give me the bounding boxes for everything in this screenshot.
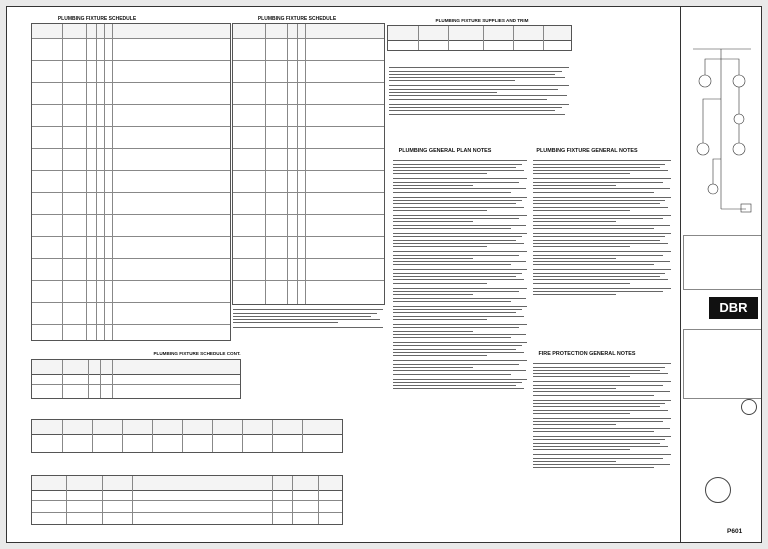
note-text-line: [389, 104, 569, 105]
note-text-line: [533, 449, 630, 450]
note-text-line: [233, 313, 377, 314]
note-text-line: [533, 461, 616, 462]
note-text-line: [533, 236, 665, 237]
note-text-line: [533, 458, 663, 459]
note-text-line: [393, 324, 527, 325]
note-text-line: [393, 173, 487, 174]
fixture-schedule-cont-title: PLUMBING FIXTURE SCHEDULE CONT.: [153, 351, 241, 356]
sheet-number: P601: [727, 528, 743, 535]
note-text-line: [533, 273, 665, 274]
note-text-line: [533, 291, 663, 292]
note-text-line: [533, 188, 670, 189]
note-text-line: [389, 110, 555, 111]
table-row: [32, 214, 230, 215]
table-row: [32, 258, 230, 259]
note-text-line: [533, 400, 671, 401]
note-text-line: [393, 379, 527, 380]
drawing-sheet: [6, 6, 762, 543]
fixture-schedule-table: [31, 23, 231, 341]
table-row: [233, 82, 384, 83]
note-text-line: [233, 316, 371, 317]
table-row: [32, 170, 230, 171]
note-text-line: [393, 301, 511, 302]
note-text-line: [533, 406, 660, 407]
note-text-line: [533, 467, 654, 468]
note-text-line: [393, 385, 516, 386]
note-text-line: [533, 294, 616, 295]
note-text-line: [533, 160, 671, 161]
note-text-line: [533, 385, 663, 386]
note-text-line: [533, 446, 668, 447]
note-text-line: [533, 413, 630, 414]
table-row: [233, 214, 384, 215]
schedule-notes: [233, 307, 383, 331]
note-text-line: [533, 164, 665, 165]
fixture-schedule-title: PLUMBING FIXTURE SCHEDULE: [57, 16, 137, 22]
note-text-line: [393, 276, 516, 277]
table-row: [32, 126, 230, 127]
note-text-line: [533, 228, 654, 229]
equipment-table-2: [31, 475, 343, 525]
note-text-line: [533, 454, 671, 455]
note-text-line: [533, 221, 616, 222]
note-text-line: [533, 269, 671, 270]
note-text-line: [393, 215, 527, 216]
note-text-line: [393, 360, 527, 361]
note-text-line: [533, 443, 660, 444]
note-text-line: [533, 233, 671, 234]
fire-notes-title: FIRE PROTECTION GENERAL NOTES: [538, 351, 636, 357]
table-row: [233, 236, 384, 237]
table-row: [32, 302, 230, 303]
note-text-line: [393, 170, 524, 171]
fixture-schedule-cont-table: [31, 359, 241, 399]
note-text-line: [533, 276, 660, 277]
note-text-line: [533, 178, 671, 179]
plan-notes: [393, 158, 527, 392]
supplies-table: [387, 25, 572, 51]
note-text-line: [393, 294, 473, 295]
note-text-line: [393, 203, 516, 204]
note-text-line: [533, 436, 671, 437]
table-row: [32, 38, 230, 39]
note-text-line: [393, 218, 519, 219]
note-text-line: [389, 80, 515, 81]
plan-notes-title: PLUMBING GENERAL PLAN NOTES: [398, 148, 492, 154]
note-text-line: [393, 309, 522, 310]
supplies-title: PLUMBING FIXTURE SUPPLIES AND TRIM: [435, 18, 529, 23]
note-text-line: [389, 85, 569, 86]
riser-diagram: [691, 39, 754, 229]
note-text-line: [393, 269, 527, 270]
note-text-line: [393, 207, 524, 208]
note-text-line: [389, 107, 562, 108]
note-text-line: [533, 431, 654, 432]
note-text-line: [393, 233, 527, 234]
table-row: [32, 104, 230, 105]
note-text-line: [393, 319, 487, 320]
note-text-line: [389, 89, 558, 90]
note-text-line: [533, 391, 670, 392]
note-text-line: [393, 367, 473, 368]
table-row: [233, 104, 384, 105]
note-text-line: [389, 114, 565, 115]
equipment-table-1: [31, 419, 343, 453]
seal-icon: [741, 399, 757, 415]
note-text-line: [533, 258, 616, 259]
note-text-line: [393, 228, 511, 229]
note-text-line: [533, 403, 665, 404]
note-text-line: [389, 71, 562, 72]
supplies-notes: [389, 65, 569, 117]
note-text-line: [389, 99, 547, 100]
note-text-line: [533, 373, 668, 374]
table-row: [233, 192, 384, 193]
note-text-line: [393, 327, 519, 328]
note-text-line: [389, 67, 569, 68]
note-text-line: [533, 203, 660, 204]
note-text-line: [533, 197, 671, 198]
note-text-line: [393, 243, 524, 244]
note-text-line: [533, 192, 654, 193]
legend-box: [683, 235, 762, 290]
note-text-line: [533, 167, 660, 168]
note-text-line: [393, 374, 511, 375]
note-text-line: [393, 225, 526, 226]
table-row: [32, 60, 230, 61]
note-text-line: [533, 395, 654, 396]
note-text-line: [393, 240, 516, 241]
note-text-line: [533, 367, 665, 368]
note-text-line: [389, 95, 567, 96]
note-text-line: [533, 264, 654, 265]
note-text-line: [393, 345, 522, 346]
note-text-line: [533, 200, 665, 201]
note-text-line: [393, 251, 527, 252]
note-text-line: [533, 218, 663, 219]
title-block: [680, 7, 762, 543]
note-text-line: [533, 243, 668, 244]
note-text-line: [393, 197, 527, 198]
note-text-line: [393, 364, 519, 365]
note-text-line: [389, 77, 565, 78]
note-text-line: [393, 255, 519, 256]
note-text-line: [533, 418, 671, 419]
note-text-line: [393, 355, 487, 356]
note-text-line: [533, 464, 670, 465]
note-text-line: [393, 188, 526, 189]
note-text-line: [533, 246, 630, 247]
table-row: [233, 170, 384, 171]
note-text-line: [389, 92, 497, 93]
note-text-line: [393, 236, 522, 237]
firm-logo: DBR: [709, 297, 758, 319]
fixture-notes-title: PLUMBING FIXTURE GENERAL NOTES: [536, 148, 638, 154]
note-text-line: [393, 342, 527, 343]
note-text-line: [389, 74, 555, 75]
note-text-line: [533, 381, 671, 382]
note-text-line: [393, 298, 526, 299]
note-text-line: [393, 279, 524, 280]
note-text-line: [533, 170, 668, 171]
note-text-line: [533, 251, 671, 252]
note-text-line: [393, 200, 522, 201]
note-text-line: [393, 316, 524, 317]
note-text-line: [393, 221, 473, 222]
note-text-line: [393, 349, 516, 350]
note-text-line: [393, 192, 511, 193]
table-row: [233, 38, 384, 39]
note-text-line: [533, 428, 670, 429]
note-text-line: [393, 273, 522, 274]
note-text-line: [533, 255, 663, 256]
note-text-line: [393, 264, 511, 265]
note-text-line: [393, 288, 527, 289]
note-text-line: [393, 182, 519, 183]
note-text-line: [393, 178, 527, 179]
fixture-schedule-title-2: PLUMBING FIXTURE SCHEDULE: [257, 16, 337, 22]
note-text-line: [533, 283, 630, 284]
note-text-line: [533, 261, 670, 262]
table-row: [233, 126, 384, 127]
note-text-line: [393, 337, 511, 338]
note-text-line: [533, 376, 630, 377]
note-text-line: [533, 388, 616, 389]
table-row: [32, 192, 230, 193]
note-text-line: [533, 421, 663, 422]
note-text-line: [533, 279, 668, 280]
revision-box: [683, 329, 762, 399]
note-text-line: [533, 182, 663, 183]
note-text-line: [233, 309, 383, 310]
note-text-line: [393, 334, 526, 335]
note-text-line: [233, 322, 338, 323]
table-row: [233, 148, 384, 149]
note-text-line: [393, 210, 487, 211]
table-row: [233, 280, 384, 281]
note-text-line: [533, 173, 630, 174]
note-text-line: [533, 210, 630, 211]
note-text-line: [233, 327, 383, 328]
note-text-line: [393, 258, 473, 259]
note-text-line: [393, 283, 487, 284]
note-text-line: [533, 288, 671, 289]
note-text-line: [393, 312, 516, 313]
fixture-schedule-table-2: [232, 23, 385, 305]
table-row: [32, 324, 230, 325]
note-text-line: [393, 185, 473, 186]
note-text-line: [393, 167, 516, 168]
fire-notes: [533, 361, 671, 472]
table-row: [32, 148, 230, 149]
table-row: [233, 258, 384, 259]
note-text-line: [393, 160, 527, 161]
note-text-line: [533, 363, 671, 364]
note-text-line: [233, 319, 380, 320]
table-row: [32, 82, 230, 83]
note-text-line: [533, 410, 668, 411]
note-text-line: [533, 424, 616, 425]
note-text-line: [393, 331, 473, 332]
note-text-line: [393, 291, 519, 292]
note-text-line: [393, 382, 522, 383]
note-text-line: [533, 225, 670, 226]
note-text-line: [393, 246, 487, 247]
note-text-line: [533, 215, 671, 216]
stamp-icon: [705, 477, 731, 503]
table-row: [233, 60, 384, 61]
table-row: [32, 236, 230, 237]
note-text-line: [533, 439, 665, 440]
note-text-line: [393, 306, 527, 307]
note-text-line: [393, 164, 522, 165]
note-text-line: [393, 370, 526, 371]
note-text-line: [533, 185, 616, 186]
fixture-notes: [533, 158, 671, 298]
note-text-line: [533, 370, 660, 371]
note-text-line: [393, 352, 524, 353]
note-text-line: [533, 240, 660, 241]
table-row: [32, 280, 230, 281]
note-text-line: [393, 388, 524, 389]
note-text-line: [533, 207, 668, 208]
note-text-line: [393, 261, 526, 262]
